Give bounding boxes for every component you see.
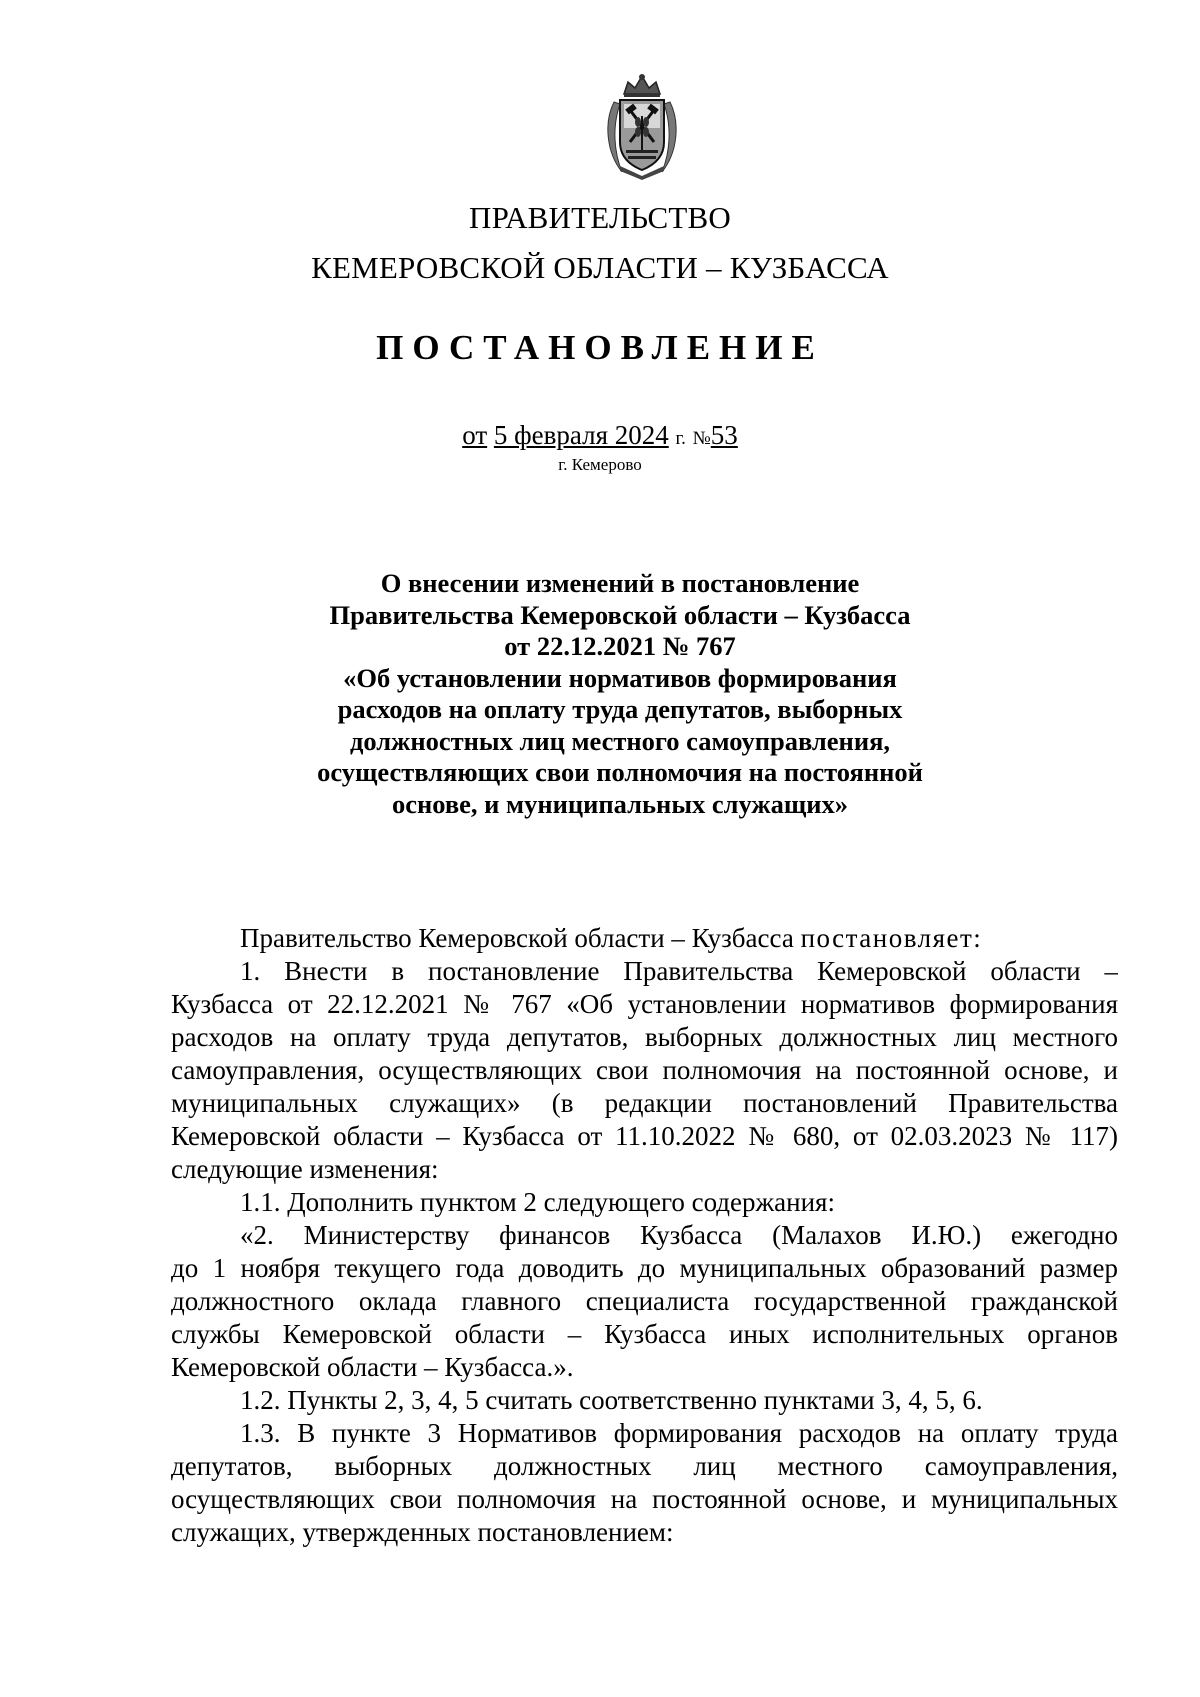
date-prefix: от [462, 420, 488, 450]
document-number: 53 [710, 420, 738, 450]
body-line: «2. Министерству финансов Кузбасса (Малахов И.Ю.) ежегодно [240, 1220, 1118, 1250]
body-line: Кемеровской области – Кузбасса.». [171, 1352, 574, 1382]
document-title [300, 568, 940, 820]
body-line: службы Кемеровской области – Кузбасса иных исполнительных органов [171, 1319, 1118, 1349]
body-line: 1. Внести в постановление Правительства Кемеровской области – [240, 956, 1118, 986]
body-line: расходов на оплату труда депутатов, выборных должностных лиц местного [171, 1022, 1118, 1052]
body-line: осуществляющих свои полномочия на постоянной основе, и муниципальных [171, 1484, 1118, 1514]
organization-name-line2: КЕМЕРОВСКОЙ ОБЛАСТИ – КУЗБАССА [311, 250, 889, 285]
preamble-line [171, 922, 1118, 955]
body-line: следующие изменения: [171, 1154, 439, 1184]
title-line: основе, и муниципальных служащих» [391, 788, 849, 819]
title-line: должностных лиц местного самоуправления, [349, 725, 891, 756]
preamble-verb: постановляет: [800, 923, 983, 953]
title-line: «Об установлении нормативов формирования [343, 662, 897, 693]
body-line: 1.3. В пункте 3 Нормативов формирования расходов на оплату труда [240, 1418, 1118, 1448]
title-line: Правительства Кемеровской области – Кузбасса [329, 599, 911, 630]
body-line: Кузбасса от 22.12.2021 № 767 «Об установлении нормативов формирования [171, 989, 1118, 1019]
preamble-text: Правительство Кемеровской области – Кузбасса [240, 923, 801, 953]
body-line: Кемеровской области – Кузбасса от 11.10.2022 № 680, от 02.03.2023 № 117) [171, 1121, 1118, 1151]
body-line: самоуправления, осуществляющих свои полномочия на постоянной основе, и [171, 1055, 1118, 1085]
body-line: муниципальных служащих» (в редакции постановлений Правительства [171, 1088, 1118, 1118]
title-line: от 22.12.2021 № 767 [504, 631, 736, 661]
coat-of-arms-icon [602, 72, 682, 180]
year-suffix: г. [675, 428, 686, 449]
number-sign: № [692, 428, 711, 449]
title-line: О внесении изменений в постановление [380, 568, 860, 598]
document-date: 5 февраля 2024 [493, 420, 669, 450]
document-city: г. Кемерово [558, 455, 642, 474]
body-line: должностного оклада главного специалиста государственной гражданской [171, 1286, 1118, 1316]
body-line: депутатов, выборных должностных лиц местного самоуправления, [171, 1451, 1118, 1481]
document-date-number [0, 420, 1200, 451]
document-type-heading: ПОСТАНОВЛЕНИЕ [376, 328, 824, 367]
body-line: служащих, утвержденных постановлением: [171, 1517, 674, 1547]
organization-name-line1: ПРАВИТЕЛЬСТВО [469, 200, 731, 235]
title-line: расходов на оплату труда депутатов, выборных [337, 694, 903, 724]
document-body [171, 922, 1118, 1549]
body-line: 1.1. Дополнить пунктом 2 следующего содержания: [240, 1187, 835, 1217]
body-line: до 1 ноября текущего года доводить до муниципальных образований размер [171, 1253, 1118, 1283]
title-line: осуществляющих свои полномочия на постоянной [317, 757, 923, 787]
body-line: 1.2. Пункты 2, 3, 4, 5 считать соответственно пунктами 3, 4, 5, 6. [240, 1385, 983, 1415]
